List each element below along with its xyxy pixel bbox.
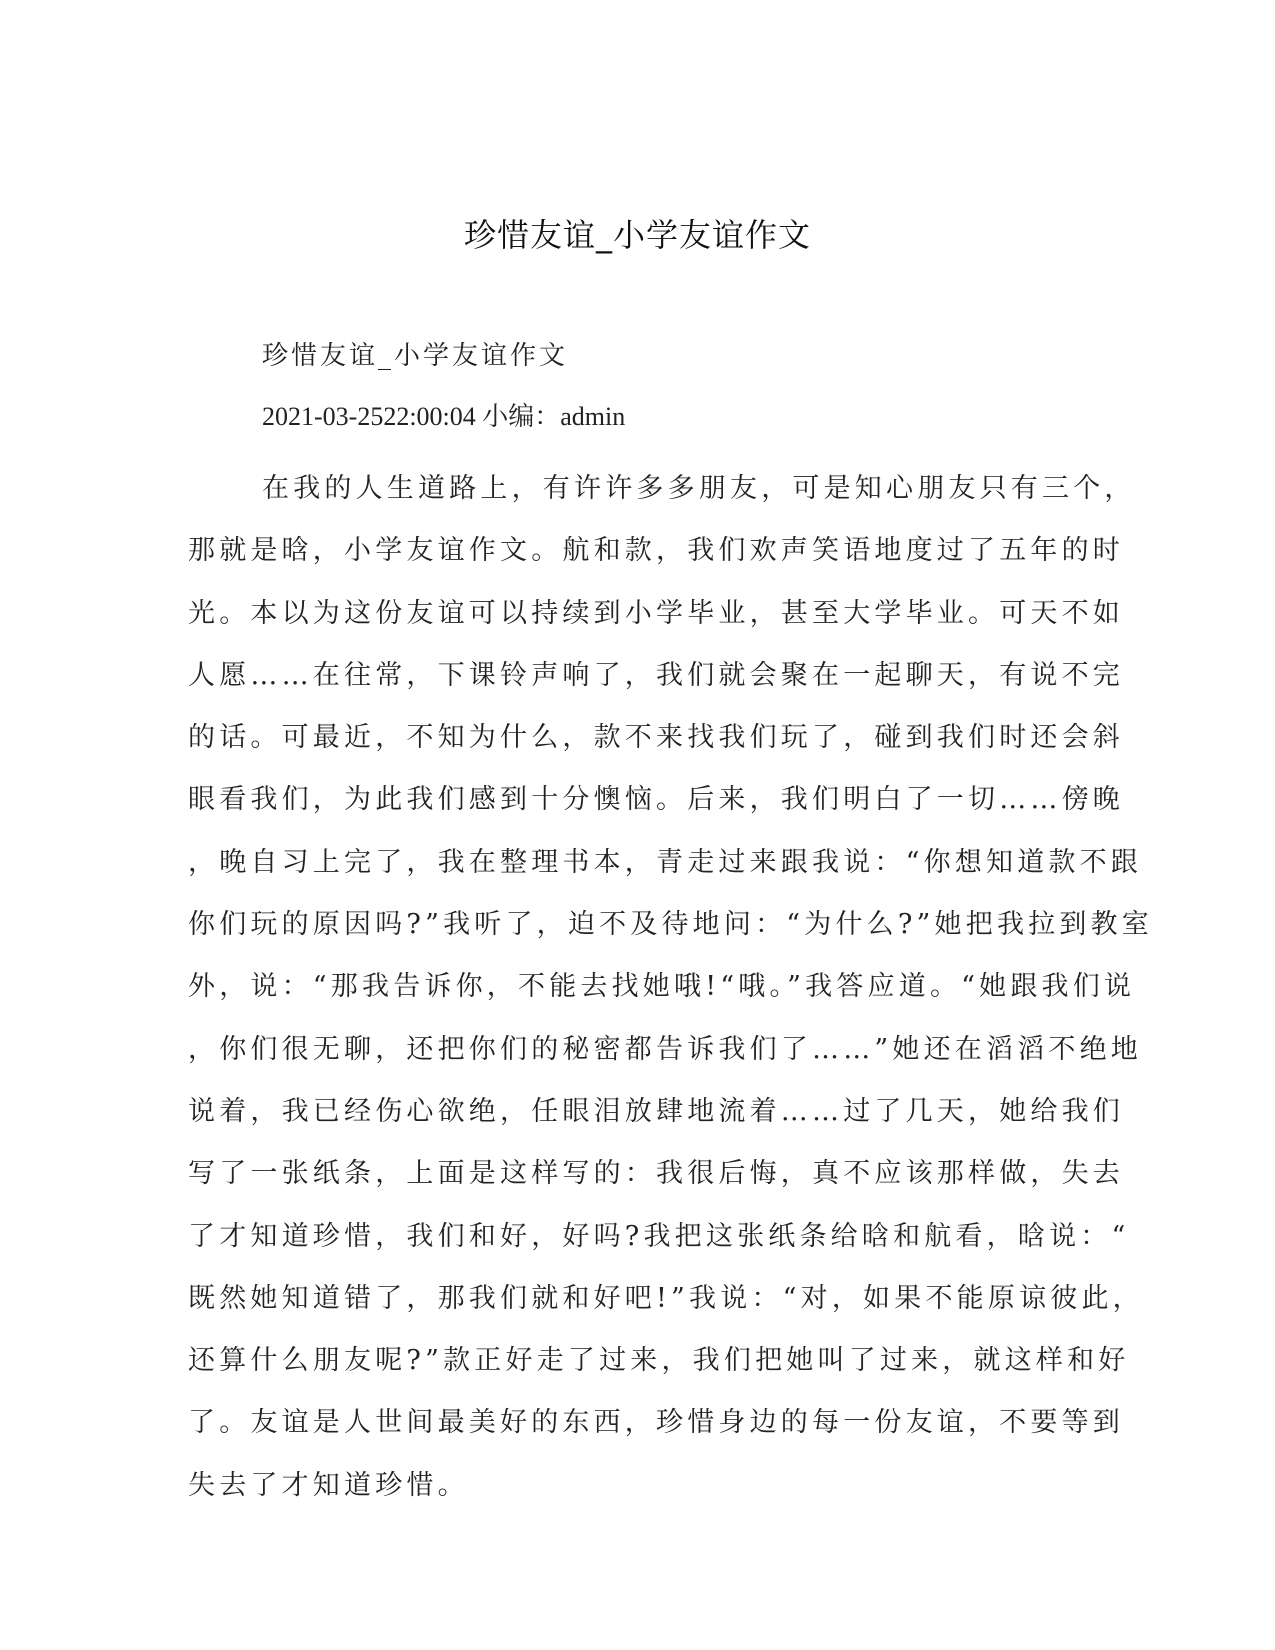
body-line: 人愿……在往常，下课铃声响了，我们就会聚在一起聊天，有说不完 [188, 659, 1124, 691]
article-body [188, 458, 1153, 1517]
body-line: 你们玩的原因吗?”我听了，迫不及待地问：“为什么?”她把我拉到教室 [188, 909, 1153, 941]
document-title: 珍惜友谊_小学友谊作文 [463, 216, 811, 254]
body-line: 说着，我已经伤心欲绝，任眼泪放肆地流着……过了几天，她给我们 [188, 1095, 1124, 1127]
body-line: 失去了才知道珍惜。 [188, 1469, 469, 1501]
body-line: 还算什么朋友呢?”款正好走了过来，我们把她叫了过来，就这样和好 [188, 1345, 1130, 1377]
body-line: 了。友谊是人世间最美好的东西，珍惜身边的每一份友谊，不要等到 [188, 1407, 1124, 1439]
body-line: 了才知道珍惜，我们和好，好吗?我把这张纸条给晗和航看，晗说：“ [188, 1220, 1130, 1252]
body-line: 在我的人生道路上，有许许多多朋友，可是知心朋友只有三个， [262, 473, 1136, 504]
body-line: 写了一张纸条，上面是这样写的：我很后悔，真不应该那样做，失去 [188, 1158, 1124, 1190]
body-line: 的话。可最近，不知为什么，款不来找我们玩了，碰到我们时还会斜 [188, 722, 1124, 754]
article-subtitle: 珍惜友谊_小学友谊作文 [262, 341, 569, 371]
body-line: 光。本以为这份友谊可以持续到小学毕业，甚至大学毕业。可天不如 [188, 597, 1124, 629]
body-line: 既然她知道错了，那我们就和好吧!”我说：“对，如果不能原谅彼此， [188, 1282, 1144, 1314]
body-line: 眼看我们，为此我们感到十分懊恼。后来，我们明白了一切……傍晚 [188, 784, 1124, 816]
body-line: ，你们很无聊，还把你们的秘密都告诉我们了……”她还在滔滔不绝地 [188, 1033, 1143, 1065]
body-line: 那就是晗，小学友谊作文。航和款，我们欢声笑语地度过了五年的时 [188, 535, 1124, 567]
body-line: 外，说：“那我告诉你，不能去找她哦!“哦。”我答应道。“她跟我们说 [188, 971, 1136, 1003]
article-date-author: 2021-03-2522:00:04 小编：admin [262, 402, 626, 431]
body-line: ，晚自习上完了，我在整理书本，青走过来跟我说：“你想知道款不跟 [188, 846, 1143, 878]
